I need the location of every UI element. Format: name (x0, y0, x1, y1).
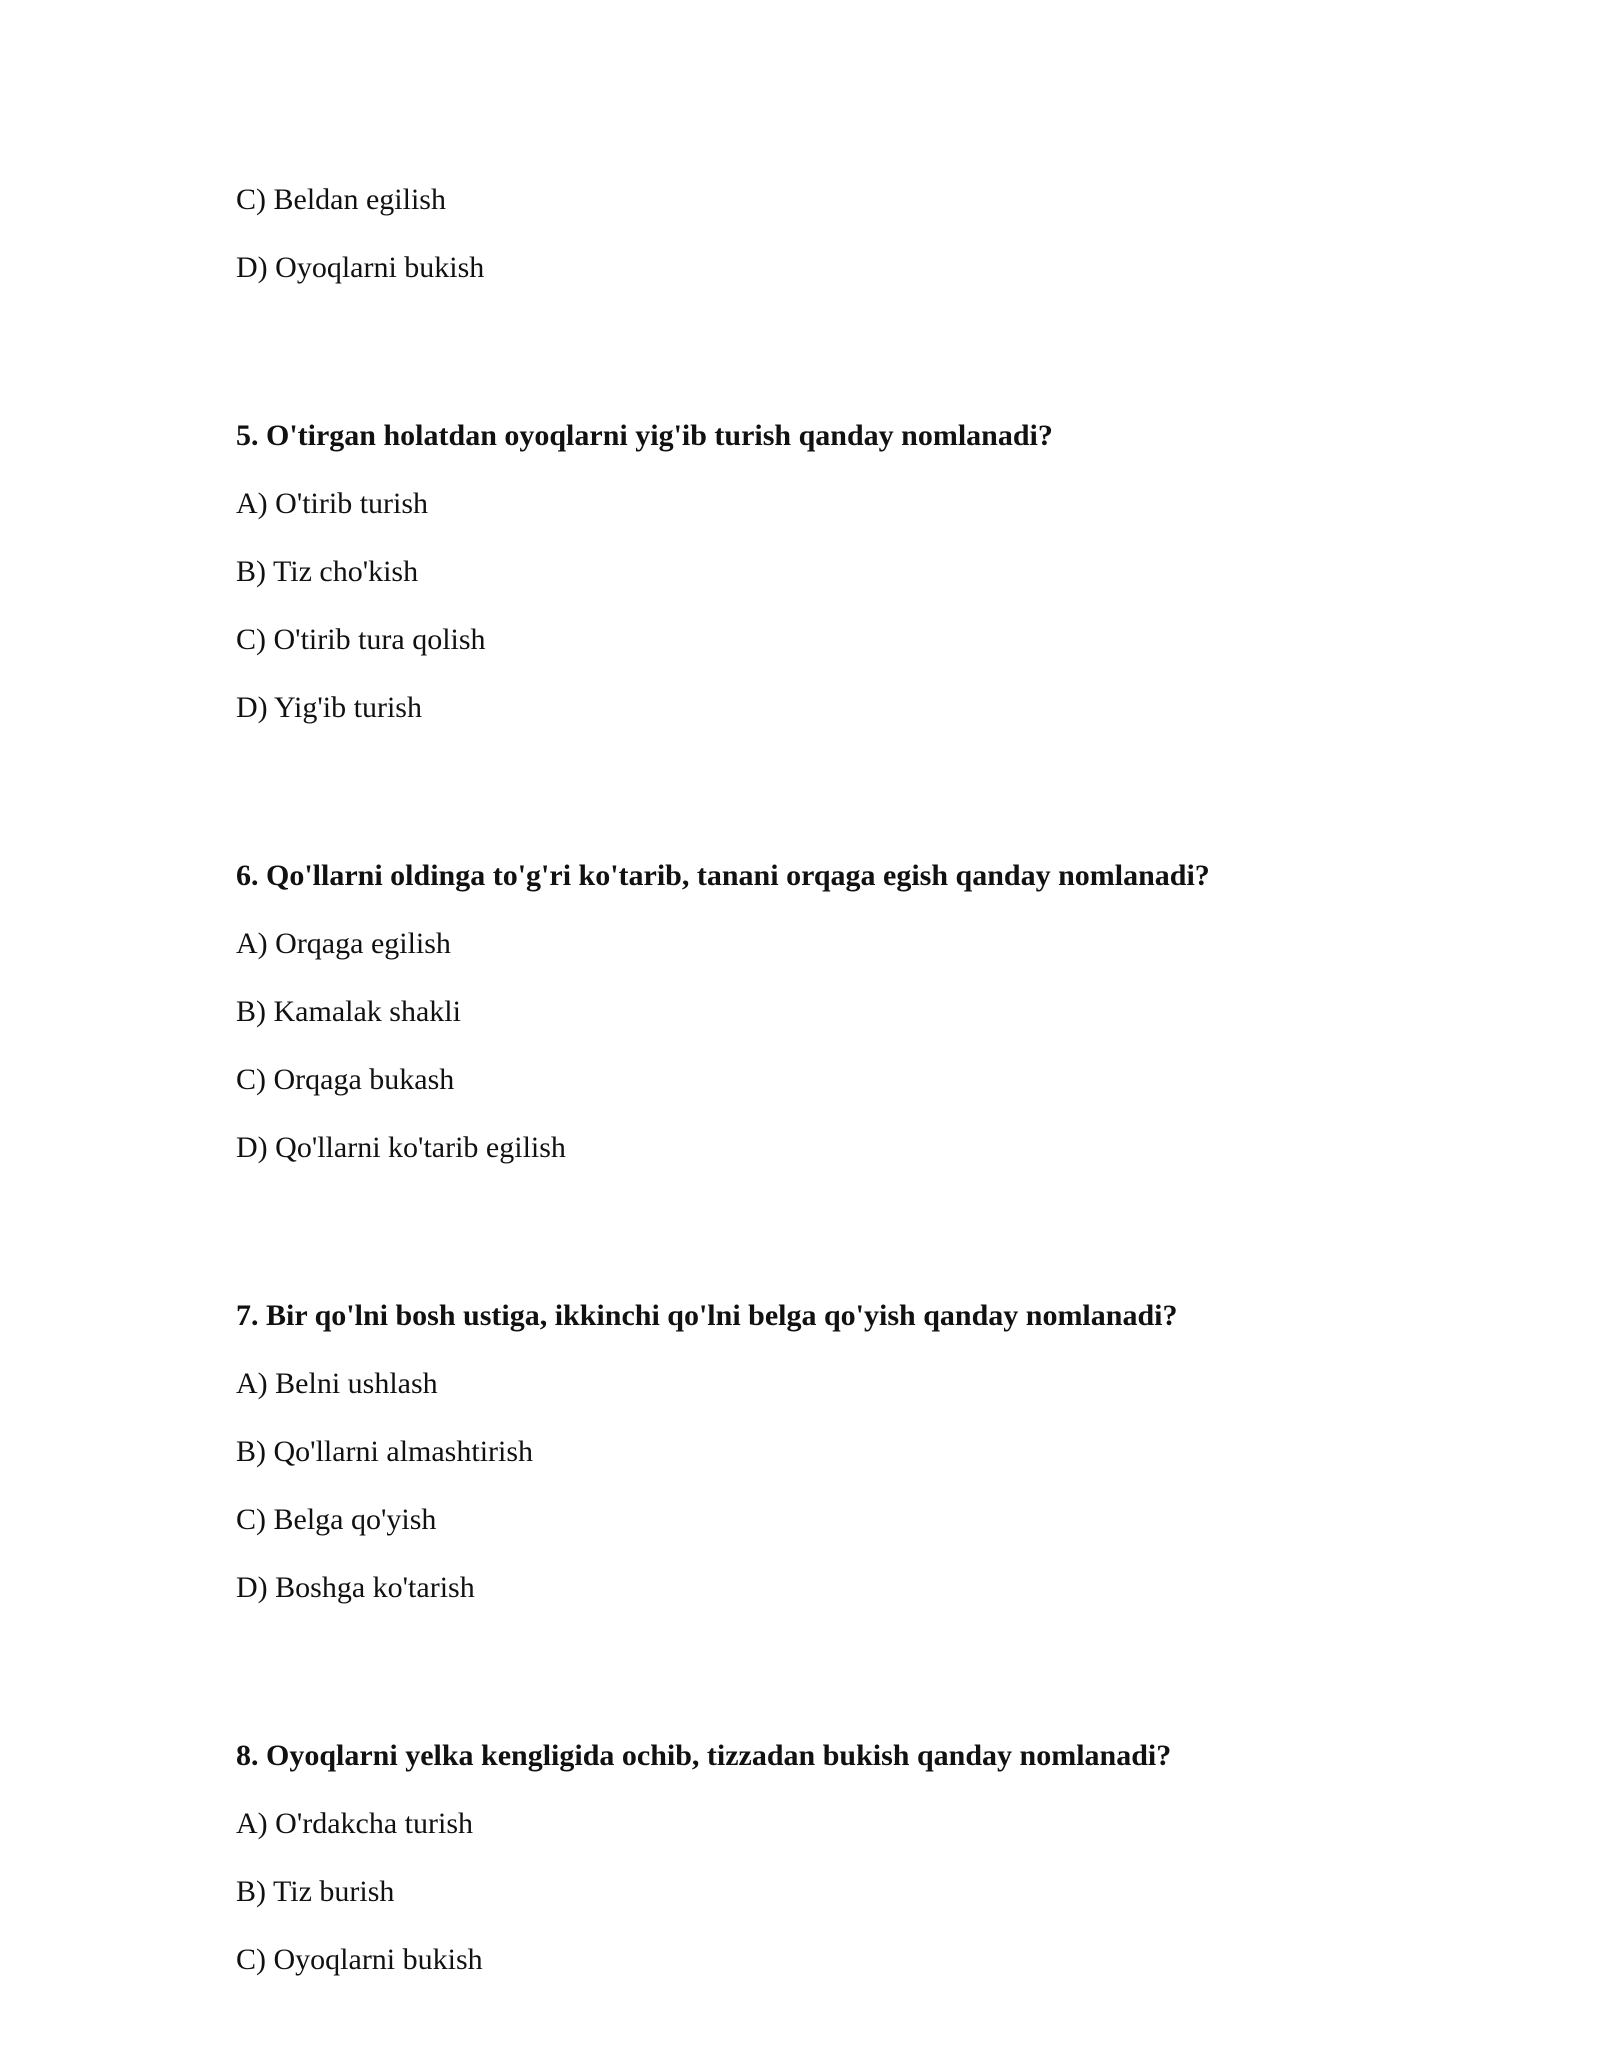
question-title: 6. Qo'llarni oldinga to'g'ri ko'tarib, tanani orqaga egish qanday nomlanadi? (236, 859, 1210, 892)
question-title: 8. Oyoqlarni yelka kengligida ochib, tizzadan bukish qanday nomlanadi? (236, 1739, 1172, 1772)
question-title: 5. O'tirgan holatdan oyoqlarni yig'ib turish qanday nomlanadi? (236, 419, 1053, 452)
answer-option: A) Belni ushlash (236, 1367, 438, 1400)
answer-option: C) Belga qo'yish (236, 1503, 437, 1536)
answer-option: A) O'rdakcha turish (236, 1807, 473, 1840)
answer-option: C) Beldan egilish (236, 183, 446, 216)
answer-option: A) O'tirib turish (236, 487, 429, 520)
question-8 (236, 1738, 1436, 1978)
answer-option: B) Kamalak shakli (236, 995, 461, 1028)
question-title: 7. Bir qo'lni bosh ustiga, ikkinchi qo'lni belga qo'yish qanday nomlanadi? (236, 1299, 1178, 1332)
answer-option: D) Boshga ko'tarish (236, 1571, 475, 1604)
answer-option: C) O'tirib tura qolish (236, 623, 486, 656)
question-4-continued (236, 182, 1436, 286)
quiz-content (236, 182, 1436, 2010)
answer-option: D) Qo'llarni ko'tarib egilish (236, 1131, 566, 1164)
answer-option: D) Oyoqlarni bukish (236, 251, 485, 284)
question-5 (236, 418, 1436, 726)
answer-option: B) Tiz burish (236, 1875, 395, 1908)
answer-option: C) Oyoqlarni bukish (236, 1943, 483, 1976)
answer-option: D) Yig'ib turish (236, 691, 422, 724)
question-7 (236, 1298, 1436, 1606)
question-6 (236, 858, 1436, 1166)
answer-option: B) Tiz cho'kish (236, 555, 419, 588)
answer-option: C) Orqaga bukash (236, 1063, 455, 1096)
answer-option: A) Orqaga egilish (236, 927, 451, 960)
answer-option: B) Qo'llarni almashtirish (236, 1435, 534, 1468)
